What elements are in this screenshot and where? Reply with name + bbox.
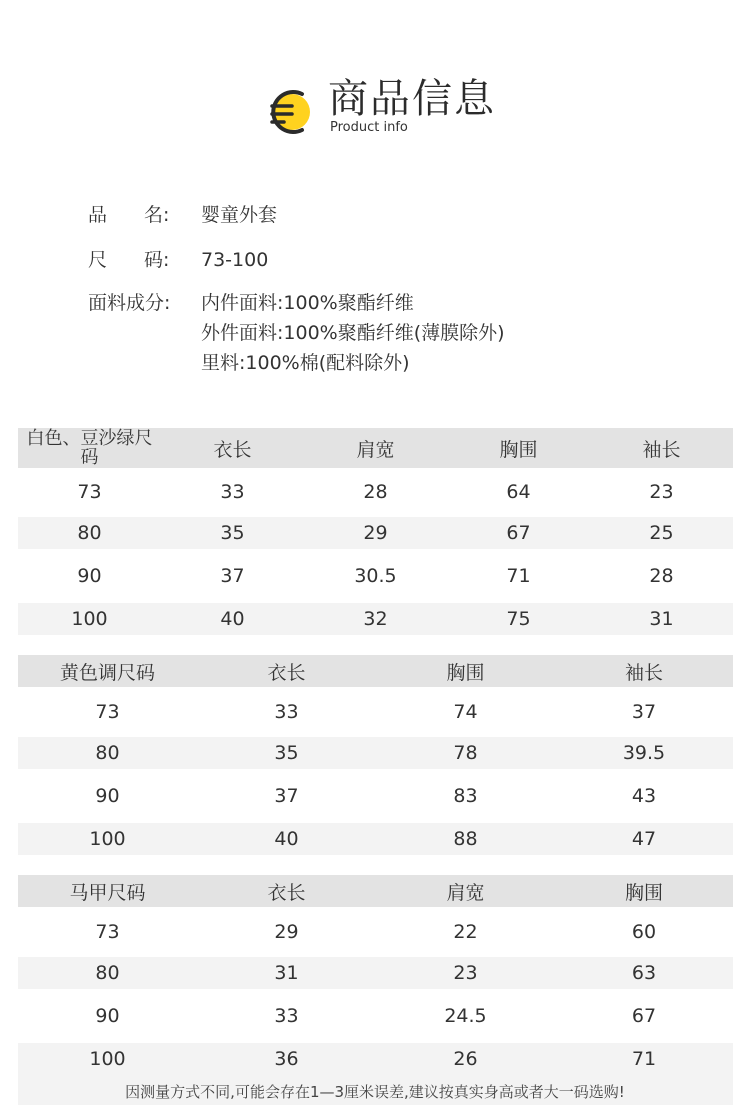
table-cell: 33 <box>274 701 299 723</box>
table-cell: 83 <box>453 785 478 807</box>
table-row <box>18 780 733 812</box>
table-row <box>18 1000 733 1032</box>
table-cell: 71 <box>631 1048 657 1070</box>
table-cell: 90 <box>95 1005 120 1027</box>
fabric-line: 内件面料:100%聚酯纤维 <box>201 292 414 314</box>
table-cell: 73 <box>95 921 120 943</box>
table-cell: 29 <box>363 522 388 544</box>
table-cell: 22 <box>453 921 478 943</box>
table-row <box>18 823 733 855</box>
table-cell: 37 <box>220 565 245 587</box>
table-row <box>18 560 733 592</box>
table-header-cell: 肩宽 <box>356 438 395 461</box>
table-cell: 32 <box>363 608 388 630</box>
page-subtitle: Product info <box>330 120 408 135</box>
size-value: 73-100 <box>201 249 269 271</box>
name-label-b: 名: <box>144 204 170 226</box>
table-cell: 100 <box>89 1048 126 1070</box>
table-header-cell: 肩宽 <box>446 881 485 904</box>
table-cell: 100 <box>89 828 126 850</box>
table-cell: 78 <box>453 742 478 764</box>
size-label-b: 码: <box>144 249 170 271</box>
table-cell: 74 <box>453 701 478 723</box>
table-header-cell: 袖长 <box>642 438 681 461</box>
table-cell: 24.5 <box>444 1005 487 1027</box>
table-cell: 26 <box>453 1048 478 1070</box>
table-row <box>18 957 733 989</box>
table-cell: 29 <box>274 921 299 943</box>
table-cell: 73 <box>95 701 120 723</box>
document-lines-icon <box>262 86 314 136</box>
table-cell: 37 <box>631 701 657 723</box>
name-label-a: 品 <box>88 204 108 226</box>
fabric-line: 外件面料:100%聚酯纤维(薄膜除外) <box>201 322 505 344</box>
fabric-line: 里料:100%棉(配料除外) <box>201 352 410 374</box>
table-cell: 73 <box>77 481 102 503</box>
table-header-cell: 衣长 <box>213 438 252 461</box>
name-value: 婴童外套 <box>201 204 278 226</box>
table-header-cell: 衣长 <box>267 661 306 684</box>
table-cell: 23 <box>649 481 674 503</box>
table-cell: 31 <box>649 608 674 630</box>
table-cell: 71 <box>506 565 531 587</box>
table-cell: 80 <box>77 522 102 544</box>
table-cell: 75 <box>506 608 531 630</box>
table-cell: 25 <box>649 522 674 544</box>
table-cell: 64 <box>506 481 531 503</box>
table-cell: 80 <box>95 742 120 764</box>
table-row <box>18 517 733 549</box>
table-row <box>18 737 733 769</box>
table-cell: 90 <box>77 565 102 587</box>
table-cell: 40 <box>274 828 299 850</box>
table-cell: 35 <box>274 742 299 764</box>
page-title: 商品信息 <box>328 76 496 122</box>
table-header-cell: 衣长 <box>267 881 306 904</box>
table-header-cell: 胸围 <box>446 661 485 684</box>
table-cell: 31 <box>274 962 299 984</box>
table-cell: 60 <box>631 921 657 943</box>
fabric-label: 面料成分: <box>88 292 171 314</box>
table-cell: 33 <box>220 481 245 503</box>
table-cell: 40 <box>220 608 245 630</box>
table-cell: 39.5 <box>622 742 666 764</box>
table-cell: 100 <box>71 608 108 630</box>
size-label-a: 尺 <box>88 249 108 271</box>
table-cell: 35 <box>220 522 245 544</box>
table-cell: 67 <box>506 522 531 544</box>
table-cell: 63 <box>631 962 657 984</box>
table-cell: 30.5 <box>354 565 397 587</box>
table-cell: 88 <box>453 828 478 850</box>
table-header-cell: 马甲尺码 <box>69 881 146 904</box>
table-cell: 43 <box>631 785 657 807</box>
table-cell: 23 <box>453 962 478 984</box>
section-header <box>262 74 522 144</box>
table-cell: 67 <box>631 1005 657 1027</box>
table-header-row <box>18 428 733 468</box>
table-cell: 47 <box>631 828 657 850</box>
table-header-cell: 袖长 <box>624 661 663 684</box>
table-header-cell: 白色、豆沙绿尺码 <box>26 428 153 468</box>
table-cell: 28 <box>363 481 388 503</box>
table-header-row <box>18 655 733 687</box>
table-row <box>18 476 733 508</box>
table-header-row <box>18 875 733 907</box>
table-header-cell: 胸围 <box>624 881 663 904</box>
table-header-cell: 胸围 <box>499 438 538 461</box>
measurement-note: 因测量方式不同,可能会存在1—3厘米误差,建议按真实身高或者大一码选购! <box>125 1083 625 1101</box>
table-row <box>18 916 733 948</box>
table-cell: 28 <box>649 565 674 587</box>
table-cell: 90 <box>95 785 120 807</box>
table-cell: 37 <box>274 785 299 807</box>
table-cell: 36 <box>274 1048 299 1070</box>
table-row <box>18 603 733 635</box>
table-cell: 33 <box>274 1005 299 1027</box>
table-header-cell: 黄色调尺码 <box>59 661 155 684</box>
table-cell: 80 <box>95 962 120 984</box>
table-row <box>18 696 733 728</box>
